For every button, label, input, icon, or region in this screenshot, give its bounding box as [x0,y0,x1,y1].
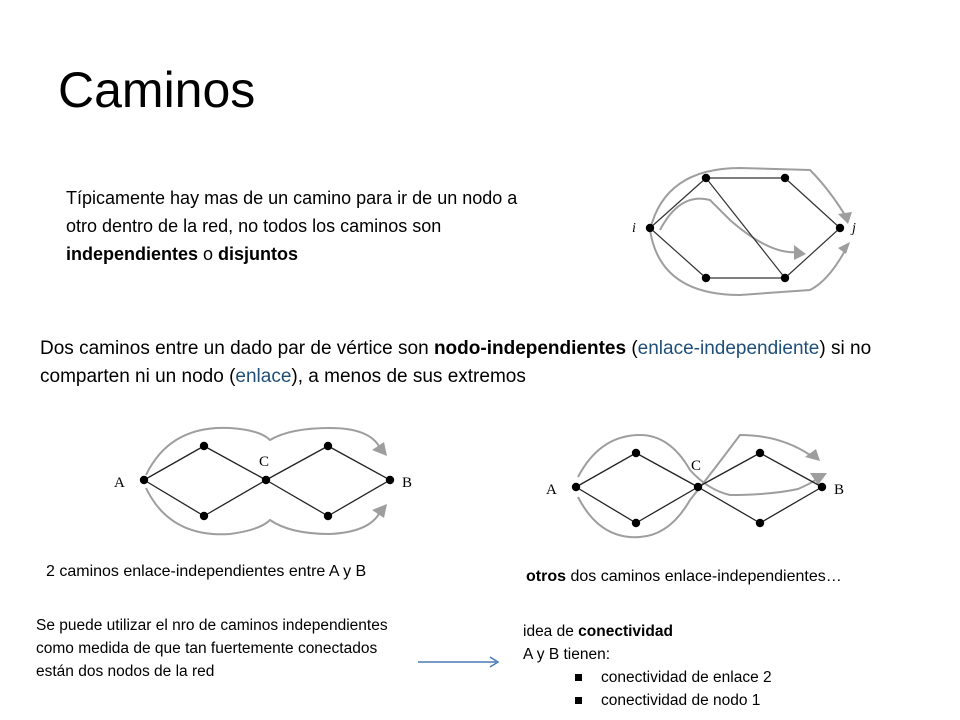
definition-blue-1: enlace-independiente [637,338,820,359]
idea-line2: A y B tienen: [523,646,611,663]
caption-left: 2 caminos enlace-independientes entre A y B [46,563,367,580]
list-item [523,666,943,689]
idea-block [523,620,943,712]
diagram-i-j [620,150,870,310]
label-b-left: B [402,475,413,491]
definition-paragraph [40,335,940,391]
label-a-left: A [114,475,125,491]
label-j: j [852,221,856,236]
definition-text-1: Dos caminos entre un dado par de vértice son [40,338,434,359]
list-item-text: conectividad de nodo 1 [601,692,761,709]
note-paragraph: Se puede utilizar el nro de caminos independientes como medida de que tan fuertemente conectados están dos nodos de la red [36,617,388,680]
intro-text-mid: o [198,244,219,264]
caption-right-text: dos caminos enlace-independientes… [566,568,842,585]
diagram-edge-independent-alt [540,425,870,545]
caption-right-bold: otros [526,568,566,585]
square-bullet-icon [575,697,582,704]
list-item [523,689,943,712]
idea-list [523,666,943,712]
definition-blue-2: enlace [235,366,292,387]
definition-text-3: ) si no comparten ni un nodo ( [40,338,872,387]
idea-heading [523,620,943,643]
definition-bold: nodo-independientes [433,338,627,359]
connector-arrow [418,655,508,669]
intro-bold-disjuntos: disjuntos [218,244,299,264]
definition-text-2: ( [626,338,638,359]
diagram-edge-independent [110,420,430,540]
intro-paragraph [66,184,536,268]
label-a-right: A [546,482,557,498]
label-c-left: C [259,454,270,470]
label-i: i [632,221,636,236]
idea-bold: conectividad [578,623,673,640]
definition-text-4: ), a menos de sus extremos [291,366,526,387]
intro-bold-independientes: independientes [66,244,199,264]
square-bullet-icon [575,674,582,681]
idea-pre: idea de [523,623,579,640]
page-title: Caminos [58,62,256,118]
label-b-right: B [834,482,845,498]
caption-right [526,566,842,588]
label-c-right: C [691,458,702,474]
list-item-text: conectividad de enlace 2 [601,669,772,686]
intro-text: Típicamente hay mas de un camino para ir de un nodo a otro dentro de la red, no todos los caminos son [66,188,518,236]
